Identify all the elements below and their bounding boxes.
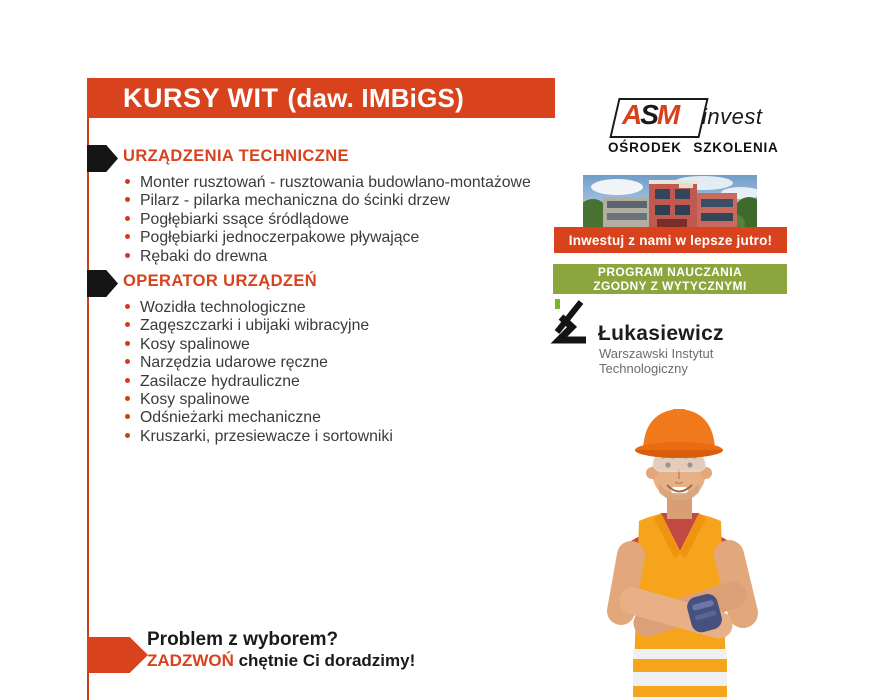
list-item (125, 299, 567, 317)
asm-invest-text: invest (702, 104, 763, 129)
page-subtitle: (daw. IMBiGS) (287, 82, 464, 113)
list-item-text: Odśnieżarki mechaniczne (140, 409, 321, 427)
bullet-icon (125, 378, 130, 383)
section-arrow-icon (87, 270, 118, 297)
section-urzadzenia-techniczne (87, 143, 567, 266)
list-item (125, 373, 567, 391)
worker-photo (575, 403, 860, 700)
bullet-icon (125, 433, 130, 438)
program-line2: ZGODNY Z WYTYCZNYMI (593, 279, 747, 293)
lukasiewicz-mark-icon (548, 298, 594, 346)
program-line1: PROGRAM NAUCZANIA (597, 265, 743, 279)
equipment-list (125, 174, 567, 266)
list-item (125, 336, 567, 354)
list-item (125, 391, 567, 409)
list-item (125, 211, 567, 229)
list-item (125, 192, 567, 210)
footer-line2 (147, 651, 487, 671)
list-item (125, 229, 567, 247)
list-item-text: Pogłębiarki jednoczerpakowe pływające (140, 229, 420, 247)
list-item-text: Zasilacze hydrauliczne (140, 372, 300, 390)
bullet-icon (125, 304, 130, 309)
list-item (125, 317, 567, 335)
bullet-icon (125, 253, 130, 258)
program-banner (553, 264, 787, 294)
building-photo (583, 175, 757, 233)
bullet-icon (125, 234, 130, 239)
section-heading: OPERATOR URZĄDZEŃ (123, 272, 318, 290)
lukasiewicz-name: Łukasiewicz (598, 322, 724, 345)
list-item-text: Wozidła technologiczne (140, 299, 306, 316)
footer-cta-block (87, 629, 487, 671)
list-item-text: Kruszarki, przesiewacze i sortowniki (140, 427, 393, 445)
photo-caption-banner (554, 227, 787, 253)
asm-letter-a: A (622, 99, 641, 130)
operator-list (125, 299, 567, 446)
asm-letter-m: M (656, 99, 679, 130)
footer-question: Problem z wyborem? (147, 629, 339, 650)
title-banner (87, 78, 555, 118)
list-item (125, 409, 567, 427)
list-item (125, 248, 567, 266)
list-item-text: Rębaki do drewna (140, 247, 268, 265)
photo-caption: Inwestuj z nami w lepsze jutro! (568, 232, 773, 248)
section-operator-urzadzen (87, 268, 567, 446)
page-title: KURSY WIT (123, 82, 279, 113)
list-item-text: Monter rusztowań - rusztowania budowlano-montażowe (140, 174, 531, 191)
bullet-icon (125, 396, 130, 401)
asm-subtitle: OŚRODEK SZKOLENIA (608, 140, 779, 155)
asm-invest-logo (600, 96, 780, 158)
list-item-text: Zagęszczarki i ubijaki wibracyjne (140, 317, 370, 335)
bullet-icon (125, 414, 130, 419)
section-heading: URZĄDZENIA TECHNICZNE (123, 147, 349, 165)
bullet-icon (125, 359, 130, 364)
list-item (125, 174, 567, 192)
bullet-icon (125, 197, 130, 202)
footer-cta: ZADZWOŃ (147, 651, 234, 670)
bullet-icon (125, 341, 130, 346)
list-item-text: Pilarz - pilarka mechaniczna do ścinki drzew (140, 192, 450, 210)
bullet-icon (125, 322, 130, 327)
list-item-text: Narzędzia udarowe ręczne (140, 354, 328, 372)
asm-letter-s: S (640, 99, 657, 130)
asm-wordmark (622, 98, 678, 132)
list-item-text: Kosy spalinowe (140, 391, 250, 409)
list-item (125, 428, 567, 446)
list-item-text: Pogłębiarki ssące śródlądowe (140, 210, 349, 228)
bullet-icon (125, 216, 130, 221)
lukasiewicz-logo (548, 298, 798, 376)
list-item-text: Kosy spalinowe (140, 335, 250, 353)
footer-cta-rest: chętnie Ci doradzimy! (233, 651, 416, 670)
section-arrow-icon (87, 145, 118, 172)
lukasiewicz-subtitle: Warszawski Instytut Technologiczny (599, 346, 714, 376)
footer-arrow-icon (87, 637, 148, 673)
bullet-icon (125, 179, 130, 184)
list-item (125, 354, 567, 372)
